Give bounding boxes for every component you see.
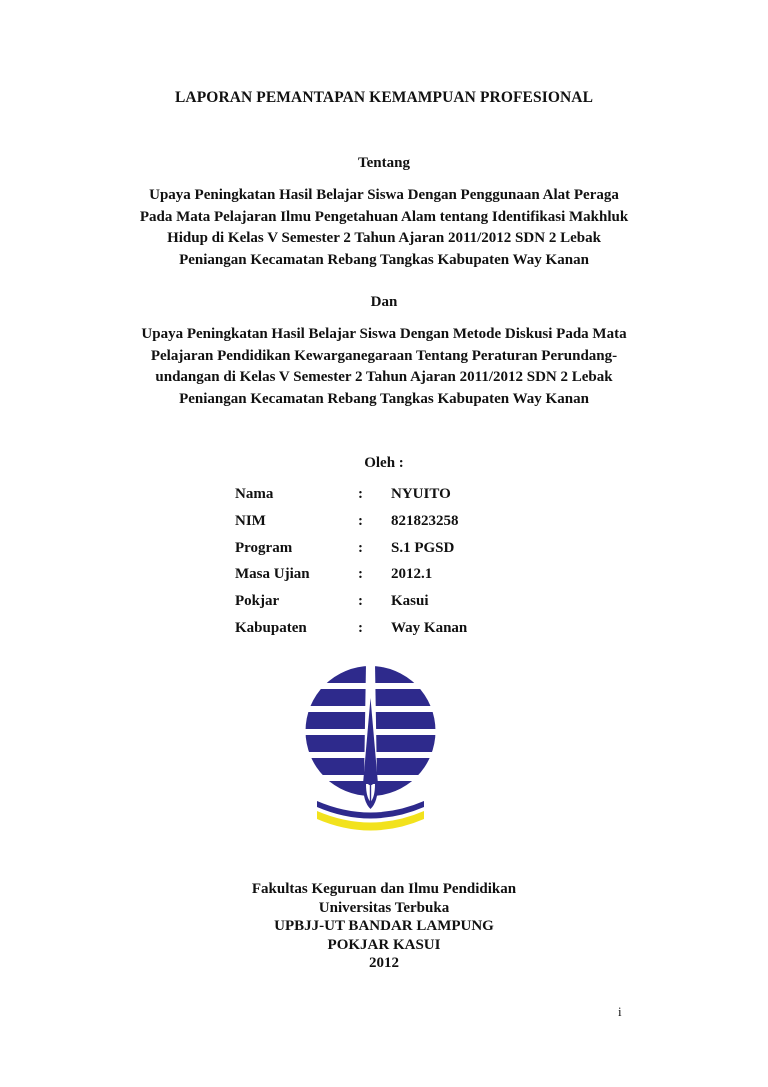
footer-line: UPBJJ-UT BANDAR LAMPUNG: [274, 918, 494, 934]
document-title: LAPORAN PEMANTAPAN KEMAMPUAN PROFESIONAL: [174, 89, 594, 106]
info-colon: :: [358, 540, 363, 556]
page-number: i: [618, 1004, 622, 1019]
info-colon: :: [358, 593, 363, 609]
info-value: 2012.1: [391, 566, 433, 582]
footer-line: Universitas Terbuka: [318, 899, 450, 916]
topic-2-line: Peniangan Kecamatan Rebang Tangkas Kabupaten Way Kanan: [179, 390, 589, 407]
author-heading: Oleh :: [364, 455, 404, 471]
topic-2-line: Pelajaran Pendidikan Kewarganegaraan Tentang Peraturan Perundang-: [150, 347, 618, 364]
info-row-pokjar: [0, 593, 768, 620]
info-row-masa-ujian: [0, 566, 768, 593]
info-label: Nama: [235, 486, 274, 502]
info-row-nama: [0, 486, 768, 513]
info-label: Kabupaten: [235, 620, 307, 636]
universitas-terbuka-logo-icon: [303, 664, 438, 834]
info-value: Way Kanan: [391, 620, 468, 636]
topic-2-line: Upaya Peningkatan Hasil Belajar Siswa Dengan Metode Diskusi Pada Mata: [141, 326, 627, 342]
pen-hole: [367, 779, 373, 785]
topic-2: [0, 324, 768, 410]
info-label: NIM: [235, 513, 266, 529]
info-row-nim: [0, 513, 768, 540]
subtitle-tentang: Tentang: [358, 155, 410, 171]
topic-1: [0, 185, 768, 271]
info-colon: :: [358, 486, 363, 502]
info-label: Masa Ujian: [235, 566, 310, 582]
conjunction-dan: Dan: [370, 294, 398, 310]
institution-footer: [0, 880, 768, 973]
info-label: Program: [235, 540, 293, 556]
info-value: S.1 PGSD: [391, 540, 455, 556]
topic-1-line: Upaya Peningkatan Hasil Belajar Siswa Dengan Penggunaan Alat Peraga: [149, 187, 619, 203]
info-colon: :: [358, 513, 363, 529]
topic-1-line: Peniangan Kecamatan Rebang Tangkas Kabupaten Way Kanan: [179, 251, 589, 268]
info-row-kabupaten: [0, 620, 768, 647]
info-label: Pokjar: [235, 593, 280, 609]
info-value: NYUITO: [391, 486, 451, 502]
info-value: Kasui: [391, 593, 429, 609]
info-colon: :: [358, 566, 363, 582]
info-row-program: [0, 540, 768, 567]
info-value: 821823258: [391, 513, 459, 529]
footer-line: 2012: [369, 955, 399, 971]
info-colon: :: [358, 620, 363, 636]
topic-1-line: Hidup di Kelas V Semester 2 Tahun Ajaran 2011/2012 SDN 2 Lebak: [167, 230, 601, 246]
footer-line: Fakultas Keguruan dan Ilmu Pendidikan: [251, 881, 517, 897]
topic-1-line: Pada Mata Pelajaran Ilmu Pengetahuan Alam tentang Identifikasi Makhluk: [139, 208, 629, 225]
topic-2-line: undangan di Kelas V Semester 2 Tahun Ajaran 2011/2012 SDN 2 Lebak: [155, 369, 613, 385]
footer-line: POKJAR KASUI: [327, 936, 441, 953]
